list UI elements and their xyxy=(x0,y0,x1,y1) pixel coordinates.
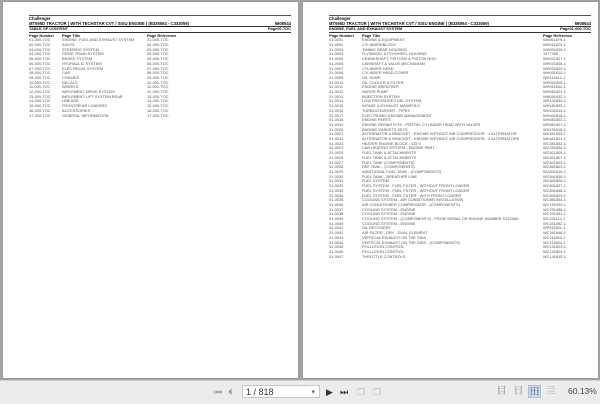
page-title-cell: CAB xyxy=(62,70,70,76)
page-number-cell: 01-0019 xyxy=(329,121,344,127)
page-number-cell: 01-0003 xyxy=(329,46,344,52)
page-number-cell: 01-0022 xyxy=(329,136,344,142)
page-reference-cell: WC821807-1 xyxy=(543,154,566,160)
page-number-cell: 01-0020 xyxy=(329,126,344,132)
history-back-icon[interactable]: ❐ xyxy=(357,387,366,397)
page-title-cell: OIL COOLER & FILTER xyxy=(362,80,404,85)
header-rule xyxy=(329,15,591,16)
page-reference-cell: WH311802-1 xyxy=(543,84,566,90)
section-title: ENGINE, FUEL AND EXHAUST SYSTEM xyxy=(329,26,403,32)
page-title-cell: HYDRAULIC SYSTEM xyxy=(62,60,102,66)
page-title-cell: ENGINE PARTS xyxy=(362,118,391,123)
page-reference-cell: 15-000-TOC xyxy=(147,103,169,109)
page-reference-cell: WC841827-1 xyxy=(543,183,566,189)
page-reference-cell: 14-000-TOC xyxy=(147,98,169,104)
page-title-cell: FUEL SYSTEM - FUEL FILTER - WITHOUT FRONT LOADER xyxy=(362,188,470,193)
page-reference-cell: 04-000-TOC xyxy=(147,51,169,57)
page-reference-cell: WH151818-1 xyxy=(543,126,566,132)
page-reference-cell: WC131803-1 xyxy=(543,244,566,250)
page-reference-cell: WH021827-1 xyxy=(543,56,566,62)
page-number-cell: 01-0018 xyxy=(329,117,344,123)
page-reference-cell: WH241814-1 xyxy=(543,107,566,113)
page-title-cell: POLLUTION CONTROL xyxy=(362,249,405,254)
page-title-cell: ENGINE BREATHER xyxy=(362,85,399,90)
page-title-cell: DEF TANK - (COMPONENTS) xyxy=(362,165,415,170)
page-number-cell: 01-0015 xyxy=(329,103,344,109)
page-number-cell: 01-0013 xyxy=(329,93,344,99)
page-reference-cell: WH361807-1 xyxy=(543,121,566,127)
page-title-cell: FUEL SYSTEM - FUEL FILTER - WITH FRONT LOADER xyxy=(362,193,462,198)
page-reference-cell: WH051809-1 xyxy=(543,79,566,85)
page-number-cell: 01-0044 xyxy=(329,239,344,245)
page-title-cell: AIR CONDITIONER COMPRESSOR - (COMPONENTS) xyxy=(362,202,460,207)
page-title-cell: ALTERNATOR & BRACKET - ENGINE WITHOUT AIR COMPRESSOR - 1 ALTERNATOR xyxy=(362,132,517,137)
page-number-cell: 01-0030 xyxy=(329,173,344,179)
page-reference-cell: WC261848-1 xyxy=(543,230,566,236)
page-reference-cell: WC111853-1 xyxy=(543,234,566,240)
page-reference-cell: 11-000-TOC xyxy=(147,84,169,90)
page-reference-cell: WC861803-1 xyxy=(543,164,566,170)
page-title-cell: ACCESSORIES xyxy=(62,107,91,113)
column-header-page-title: Page Title xyxy=(62,32,81,38)
page-title-cell: CYLINDER/BLOCK xyxy=(362,43,396,48)
page-number-cell: 07-000-TOC xyxy=(29,65,51,71)
page-reference-cell: WC821805-1 xyxy=(543,150,566,156)
history-forward-icon[interactable]: ❐ xyxy=(373,387,382,397)
page-reference-cell: WC231112-1 xyxy=(543,216,566,222)
page-title-cell: INJECTION SYSTEM xyxy=(362,94,400,99)
page-number-cell: 01-0033 xyxy=(329,187,344,193)
page-reference-cell: WC231082-1 xyxy=(543,220,566,226)
table-row xyxy=(329,255,591,260)
page-reference-cell: WH401818-1 xyxy=(543,112,566,118)
page-number-cell: 01-0016 xyxy=(329,107,344,113)
page-number-cell: 01-0026 xyxy=(329,154,344,160)
page-reference-cell: WH091832-1 xyxy=(543,93,566,99)
page-title-cell: AIR FILTER - DRY - DUAL ELEMENT xyxy=(362,231,428,236)
page-number-cell: 04-000-TOC xyxy=(29,51,51,57)
page-reference-cell: WA061879-1 xyxy=(543,37,566,43)
page-number-cell: 01-0010 xyxy=(329,79,344,85)
page-title-cell: THROTTLE CONTROLS xyxy=(362,254,406,259)
first-page-icon[interactable]: ⏮ xyxy=(214,387,223,397)
bottom-toolbar xyxy=(0,380,600,404)
page-number-cell: 01-0039 xyxy=(329,216,344,222)
page-reference-cell: WC841826-1 xyxy=(543,178,566,184)
column-header-page-title: Page Title xyxy=(362,33,381,38)
page-number-cell: 06-000-TOC xyxy=(29,60,51,66)
page-number-cell: 01-0017 xyxy=(329,112,344,118)
page-reference-cell: WC381832-1 xyxy=(543,140,566,146)
page-indicator: 1 / 818 xyxy=(246,387,274,397)
page-reference-cell: 13-000-TOC xyxy=(147,93,169,99)
section-title: TABLE OF CONTENT xyxy=(29,26,69,32)
page-number-cell: 01-0001 xyxy=(329,37,344,43)
page-title-cell: STEERING SYSTEM xyxy=(62,46,99,52)
page-number-cell: 05-000-TOC xyxy=(29,56,51,62)
page-title-cell: FUEL SYSTEM - FUEL FILTER - WITHOUT FRONT LOADER xyxy=(362,184,470,189)
page-reference-cell: WC131804-1 xyxy=(543,248,566,254)
toc-table-body xyxy=(29,38,291,118)
page-number-cell: 11-000-TOC xyxy=(29,84,51,90)
page-number-cell: 01-0029 xyxy=(329,169,344,174)
document-number: 5908544 xyxy=(574,20,591,26)
page-title-cell: WATER PUMP xyxy=(362,90,388,95)
page-title-cell: WHEELS xyxy=(62,84,79,90)
page-title-cell: OIL RECOVERY xyxy=(362,226,391,231)
page-title-cell: GENERAL INFORMATION xyxy=(62,112,109,118)
page-reference-cell: WC841816-1 xyxy=(543,169,566,174)
page-reference-cell: WC191003-1 xyxy=(543,201,566,207)
page-title-cell: CHASSIS xyxy=(62,74,80,80)
page-reference-cell: WC841836-1 xyxy=(543,173,566,179)
page-reference-cell: 17-000-TOC xyxy=(147,112,169,118)
page-number-cell: 01-0031 xyxy=(329,178,344,184)
page-title-cell: ALTERNATOR & BRACKET - ENGINE WITHOUT AIR COMPRESSOR - 2 ALTERNATORS xyxy=(362,137,520,142)
page-number-cell: 01-0008 xyxy=(329,70,344,76)
page-title-cell: ELECTRONIC ENGINE MANAGEMENT xyxy=(362,113,433,118)
page-reference-cell: WC141815-1 xyxy=(543,253,566,259)
page-reference-cell: WH031825-1 xyxy=(543,65,566,71)
page-title-cell: TURBOCHARGER - PIPES xyxy=(362,108,410,113)
page-reference-cell: 08-000-TOC xyxy=(147,70,169,76)
page-title-cell: FUEL SYSTEM xyxy=(362,179,389,184)
page-reference-cell: WC231086-1 xyxy=(543,206,566,212)
page-number-cell: 01-0038 xyxy=(329,211,344,217)
page-number-cell: 15-000-TOC xyxy=(29,103,51,109)
page-number-cell: 14-000-TOC xyxy=(29,98,51,104)
page-title-cell: LINKAGE xyxy=(62,98,79,104)
page-title-cell: VERTICAL EXHAUST ON THE SIDE xyxy=(362,235,427,240)
page-reference-cell: WH111812-1 xyxy=(543,74,566,80)
page-number-cell: 01-0041 xyxy=(329,225,344,231)
page-reference-cell: WH021806-1 xyxy=(543,60,566,66)
page-reference-cell: WH141839-1 xyxy=(543,98,566,104)
pdf-page-right xyxy=(303,2,598,378)
page-number-cell: 01-0007 xyxy=(329,65,344,71)
page-title-cell: COOLING SYSTEM - AIR CONDITIONER INSTALLATION xyxy=(362,198,464,203)
last-page-icon[interactable]: ⏭ xyxy=(340,387,349,397)
page-number-cell: 01-0023 xyxy=(329,140,344,146)
page-reference-cell: 1977359 xyxy=(543,51,559,57)
page-reference-cell: WH001816-1 xyxy=(543,46,566,52)
page-title-cell: ENGINE GASKETS SETS xyxy=(362,127,408,132)
page-title-cell: ADDITIONAL FUEL TANK - (COMPONENTS) xyxy=(362,170,442,174)
page-reference-cell: WA181839-1 xyxy=(543,131,566,137)
page-title-cell: COOLING SYSTEM - ENGINE xyxy=(362,221,416,226)
brand-name: Challenger xyxy=(29,16,51,21)
page-reference: Page00-TOC xyxy=(267,26,291,32)
page-title-cell: FUEL TANK (COMPONENTS) xyxy=(362,160,415,165)
next-page-icon[interactable]: ▶ xyxy=(326,387,333,397)
page-reference-cell: 05-000-TOC xyxy=(147,56,169,62)
page-number-cell: 01-0043 xyxy=(329,234,344,240)
page-number-cell: 01-0032 xyxy=(329,183,344,189)
page-title-cell: CAB HEATING SYSTEM - ENGINE PART xyxy=(362,146,435,151)
page-title-cell: CYLINDER HEAD COVER xyxy=(362,71,409,76)
page-content xyxy=(329,15,591,259)
page-title-cell: CRANKSHAFT, PISTONS & PISTON ROD xyxy=(362,57,437,62)
page-reference-cell: 01-000-TOC xyxy=(147,37,169,43)
page-reference-cell: WC231081-1 xyxy=(543,211,566,217)
page-number-cell: 01-0037 xyxy=(329,206,344,212)
page-title-cell: ELECTRICAL SYSTEM xyxy=(62,65,103,71)
page-number-cell: 01-0042 xyxy=(329,230,344,236)
page-reference-cell: WH081821-1 xyxy=(543,89,566,95)
page-number-cell: 01-0002 xyxy=(329,42,344,48)
page-number-cell: 17-000-TOC xyxy=(29,112,51,118)
page-number-cell: 01-0036 xyxy=(329,201,344,207)
page-reference-cell: WH181825-1 xyxy=(543,103,566,109)
page-reference-cell: WH031815-1 xyxy=(543,70,566,76)
page-title-cell: COOLING SYSTEM - ENGINE xyxy=(362,212,416,217)
page-number-cell: 01-0021 xyxy=(329,131,344,137)
page-number-cell: 01-0004 xyxy=(329,51,344,57)
pdf-page-left xyxy=(3,2,298,378)
page-number-cell: 01-0034 xyxy=(329,192,344,198)
page-reference-cell: 03-000-TOC xyxy=(147,46,169,52)
page-reference-cell: WC881844-1 xyxy=(543,197,566,203)
page-title-cell: TIMING GEAR HOUSING xyxy=(362,47,407,52)
page-title-cell: INTAKE & EXHAUST MANIFOLD xyxy=(362,104,421,109)
page-title-cell: OIL SUMP xyxy=(362,75,381,80)
column-header-page-reference: Page Reference xyxy=(543,32,573,38)
page-title-cell: CYLINDER HEAD xyxy=(362,66,394,71)
page-reference-cell: WH011823-1 xyxy=(543,42,566,48)
page-number-cell: 01-0046 xyxy=(329,248,344,254)
page-number-cell: 01-0011 xyxy=(329,84,343,90)
page-reference-cell: 16-000-TOC xyxy=(147,107,169,113)
page-reference-cell: 10-000-TOC xyxy=(147,79,169,85)
page-title-cell: ENGINE, FUEL AND EXHAUST SYSTEM xyxy=(62,37,135,43)
page-number-cell: 02-000-TOC xyxy=(29,42,51,48)
page-title-cell: IMPLEMENT DRIVE SYSTEM xyxy=(62,89,115,95)
view-two-page-continuous-icon[interactable]: 亖 xyxy=(545,386,556,397)
header-rule xyxy=(29,15,291,16)
page-number-cell: 12-000-TOC xyxy=(29,89,51,95)
column-header-page-reference: Page Reference xyxy=(147,32,177,38)
page-number-cell: 01-0047 xyxy=(329,253,344,259)
page-reference-cell: WH451802-1 xyxy=(543,117,566,123)
page-reference: Page01-000-TOC xyxy=(560,26,591,32)
page-reference-cell: WC841848-1 xyxy=(543,187,566,193)
table-row xyxy=(29,114,291,119)
page-reference-cell: 12-000-TOC xyxy=(147,89,169,95)
page-number-cell: 01-0027 xyxy=(329,159,344,165)
page-title-cell: IMPLEMENT LIFT SYSTEM REAR xyxy=(62,93,123,99)
page-reference-cell: 07-000-TOC xyxy=(147,65,169,71)
page-reference-cell: WC281834-1 xyxy=(543,145,566,151)
brand-name: Challenger xyxy=(329,16,351,21)
page-reference-cell: 02-000-TOC xyxy=(147,42,169,48)
page-reference-cell: WC841829-1 xyxy=(543,192,566,198)
page-number-cell: 16-000-TOC xyxy=(29,107,51,113)
page-reference-cell: WC111854-1 xyxy=(543,239,566,245)
page-title-cell: LOW PRESSURE FUEL SYSTEM xyxy=(362,99,422,104)
page-number-cell: 01-0040 xyxy=(329,220,344,226)
page-title-cell: BRAKE SYSTEM xyxy=(62,56,93,62)
page-title-cell: VERTICAL EXHAUST ON THE SIDE - (COMPONENTS) xyxy=(362,240,461,245)
view-continuous-icon[interactable]: 日 xyxy=(513,386,524,397)
page-number-cell: 03-000-TOC xyxy=(29,46,51,52)
page-number-cell: 01-0014 xyxy=(329,98,344,104)
page-title-cell: AXLES xyxy=(62,42,75,48)
page-number-cell: 01-000-TOC xyxy=(29,37,51,43)
page-reference-cell: 06-000-TOC xyxy=(147,60,169,66)
page-reference-cell: 09-000-TOC xyxy=(147,74,169,80)
page-number-cell: 09-000-TOC xyxy=(29,74,51,80)
view-single-page-icon[interactable]: 目 xyxy=(496,386,507,397)
page-title-cell: COOLING SYSTEM - (COMPONENTS) - FROM SERIAL OR ENGINE NUMBER D122068 xyxy=(362,217,519,222)
page-dropdown-icon[interactable]: ▾ xyxy=(311,389,315,396)
page-number-cell: 01-0009 xyxy=(329,74,344,80)
page-title-cell: ENGINE REPAIR KITS - PISTON- CYLINDER HEAD WITH VALVES xyxy=(362,122,481,127)
document-number: 5908544 xyxy=(274,20,291,26)
page-title-cell: COOLING SYSTEM - ENGINE xyxy=(362,207,416,212)
page-number-cell: 01-0005 xyxy=(329,56,344,62)
page-title-cell: ENGINE & EQUIPMENT xyxy=(362,38,405,43)
page-number-cell: 01-0045 xyxy=(329,244,344,250)
page-content xyxy=(29,15,291,118)
parts-table-body xyxy=(329,38,591,259)
page-title-cell: POLLUTION CONTROL xyxy=(362,245,405,250)
document-title: MT595D TRACTOR ( WITH TECHSTAR CVT / SISU ENGINE ) (B335064 - C333059) xyxy=(29,20,189,26)
page-reference-cell: WP411841-1 xyxy=(543,225,566,231)
column-header-page-number: Page Number xyxy=(329,32,355,38)
page-number-cell: 01-0006 xyxy=(329,60,344,66)
page-number-input[interactable] xyxy=(242,385,320,398)
zoom-level[interactable]: 60.13% xyxy=(568,386,597,396)
page-title-cell: DRIVE TRAIN SYSTEM xyxy=(62,51,104,57)
page-number-cell: 13-000-TOC xyxy=(29,93,51,99)
page-title-cell: DECALS xyxy=(62,79,78,85)
column-header-page-number: Page Number xyxy=(29,32,55,38)
page-number-cell: 01-0035 xyxy=(329,197,344,203)
page-number-cell: 01-0024 xyxy=(329,145,344,151)
document-title: MT595D TRACTOR ( WITH TECHSTAR CVT / SISU ENGINE ) (B335064 - C333059) xyxy=(329,20,489,26)
page-number-cell: 08-000-TOC xyxy=(29,70,51,76)
view-two-page-icon[interactable]: 田 xyxy=(529,387,540,398)
page-title-cell: FUEL TANK - BREATHER LINE xyxy=(362,174,417,179)
page-number-cell: 01-0028 xyxy=(329,164,344,170)
page-number-cell: 01-0012 xyxy=(329,89,344,95)
page-title-cell: HEATER ENGINE BLOCK - 115 V xyxy=(362,141,422,146)
prev-page-icon[interactable]: ⏴ xyxy=(228,387,233,397)
page-title-cell: FLYWHEEL & FLYWHEEL HOUSING xyxy=(362,52,428,57)
page-title-cell: CAMSHAFT & VALVE MECHANISM xyxy=(362,61,425,66)
page-reference-cell: WC821803-1 xyxy=(543,159,566,165)
page-title-cell: FUEL TANK & ATTACHMENTS xyxy=(362,151,417,156)
page-title-cell: FRONT/REAR LOADERS xyxy=(62,103,107,109)
page-reference-cell: WA181831-1 xyxy=(543,136,566,142)
page-number-cell: 01-0025 xyxy=(329,150,344,156)
page-number-cell: 10-000-TOC xyxy=(29,79,51,85)
page-title-cell: FUEL TANK & ATTACHMENTS xyxy=(362,155,417,160)
